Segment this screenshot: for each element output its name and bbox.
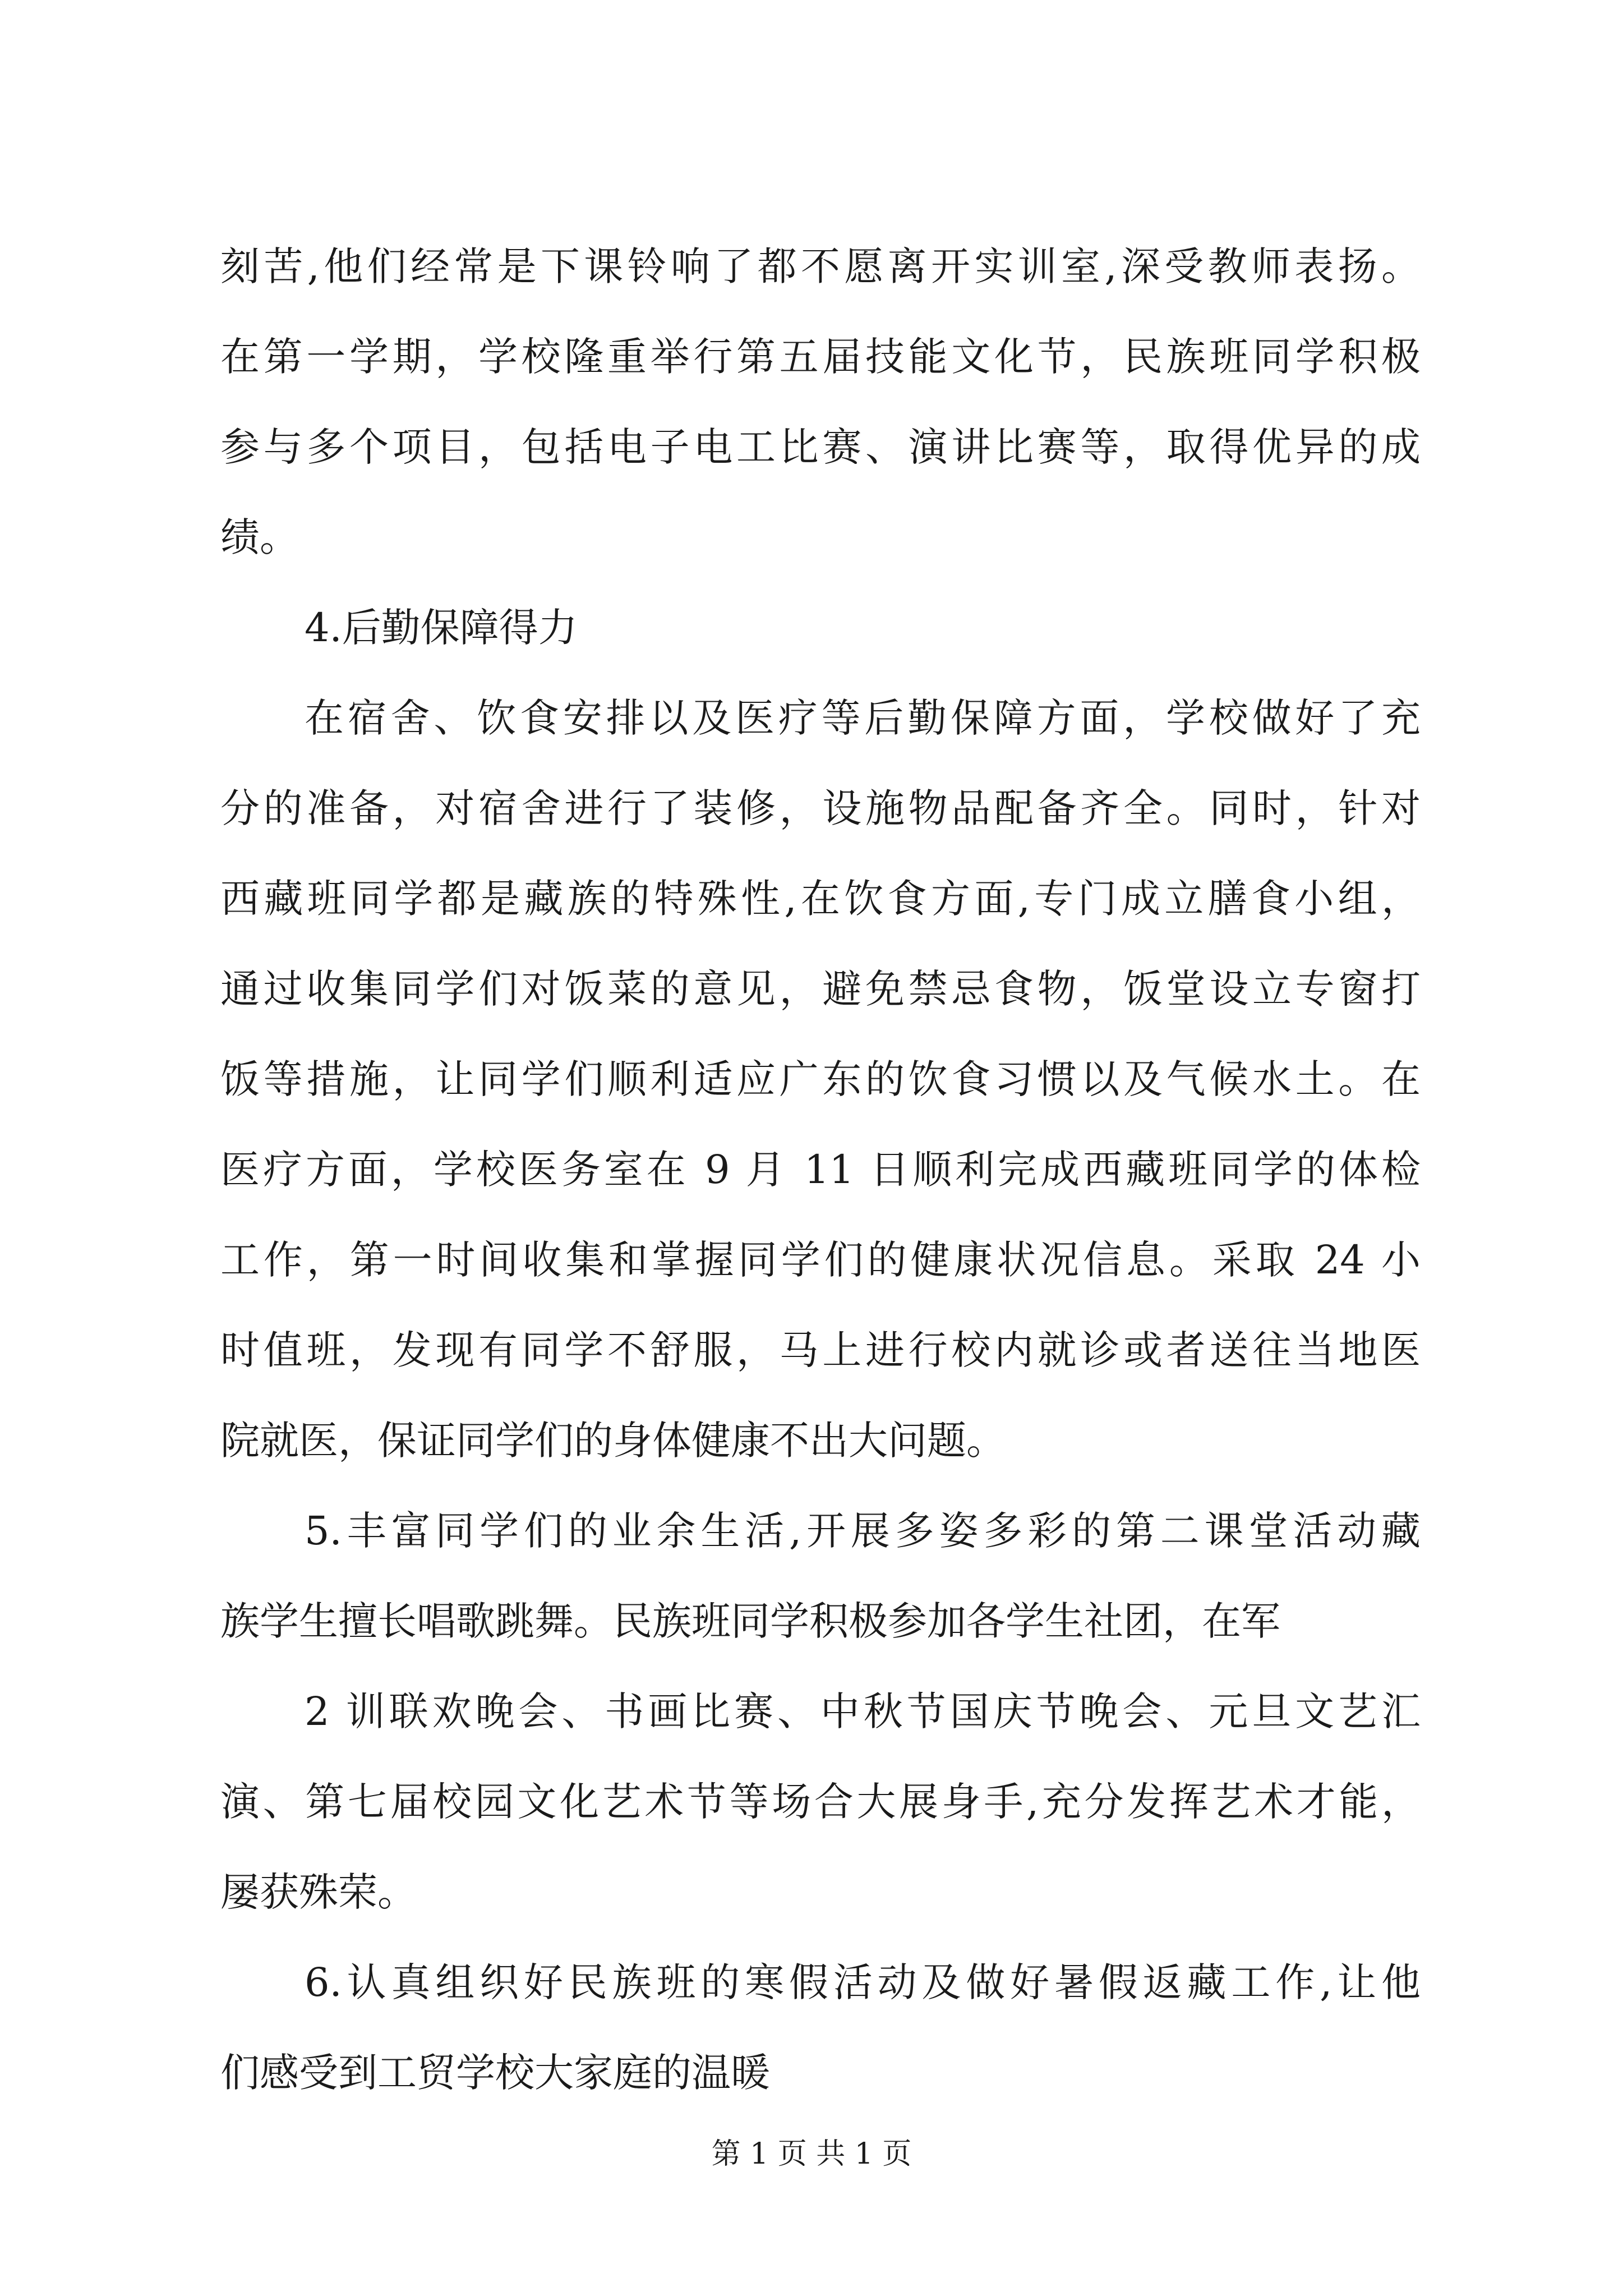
page-footer	[0, 2134, 1623, 2174]
text-line: 饭等措施，让同学们顺利适应广东的饮食习惯以及气候水土。在	[220, 1056, 1421, 1102]
text-line: 医疗方面，学校医务室在 9 月 11 日顺利完成西藏班同学的体检	[220, 1147, 1421, 1193]
text-line: 院就医，保证同学们的身体健康不出大问题。	[220, 1418, 1006, 1464]
text-line: 时值班，发现有同学不舒服，马上进行校内就诊或者送往当地医	[220, 1327, 1421, 1373]
text-line: 族学生擅长唱歌跳舞。民族班同学积极参加各学生社团，在军	[220, 1598, 1280, 1644]
text-line: 参与多个项目，包括电子电工比赛、演讲比赛等，取得优异的成	[220, 424, 1421, 470]
text-line: 刻苦,他们经常是下课铃响了都不愿离开实训室,深受教师表扬。	[220, 243, 1421, 289]
text-line: 绩。	[220, 514, 299, 560]
text-line: 6.认真组织好民族班的寒假活动及做好暑假返藏工作,让他	[305, 1959, 1421, 2005]
text-line: 工作，第一时间收集和掌握同学们的健康状况信息。采取 24 小	[220, 1237, 1421, 1283]
page-number: 第 1 页 共 1 页	[711, 2137, 912, 2171]
text-line: 西藏班同学都是藏族的特殊性,在饮食方面,专门成立膳食小组，	[220, 876, 1421, 922]
text-line: 2 训联欢晚会、书画比赛、中秋节国庆节晚会、元旦文艺汇	[305, 1688, 1421, 1734]
text-line: 屡获殊荣。	[220, 1869, 417, 1915]
text-line: 分的准备，对宿舍进行了装修，设施物品配备齐全。同时，针对	[220, 785, 1421, 831]
section-heading: 4.后勤保障得力	[305, 605, 578, 651]
text-line: 们感受到工贸学校大家庭的温暖	[220, 2050, 770, 2096]
text-line: 通过收集同学们对饭菜的意见，避免禁忌食物，饭堂设立专窗打	[220, 966, 1421, 1012]
text-line: 在第一学期，学校隆重举行第五届技能文化节，民族班同学积极	[220, 334, 1421, 380]
text-line: 演、第七届校园文化艺术节等场合大展身手,充分发挥艺术才能，	[220, 1779, 1421, 1825]
text-line: 5.丰富同学们的业余生活,开展多姿多彩的第二课堂活动藏	[305, 1508, 1421, 1554]
text-line: 在宿舍、饮食安排以及医疗等后勤保障方面，学校做好了充	[305, 695, 1421, 741]
